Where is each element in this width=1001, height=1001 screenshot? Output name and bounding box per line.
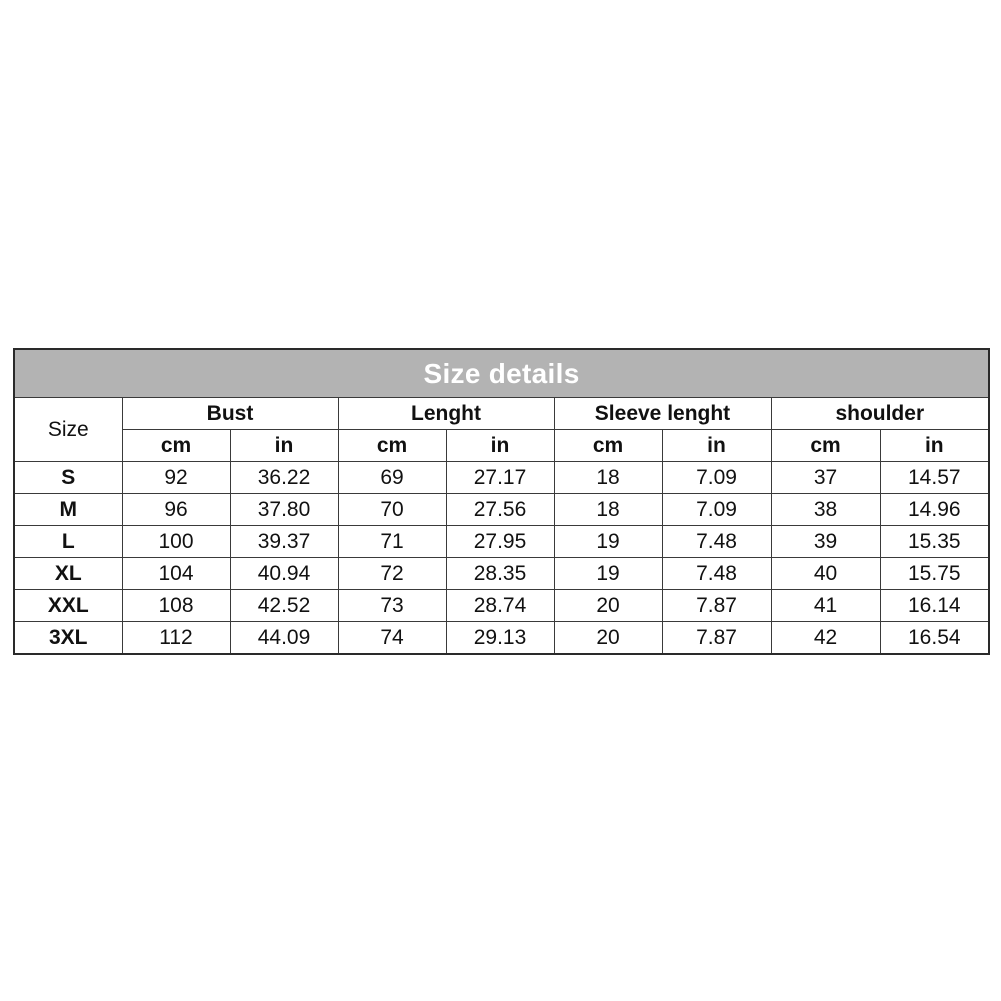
table-cell: 27.56	[446, 494, 554, 526]
table-cell: 14.57	[880, 462, 989, 494]
size-details-table-container	[13, 348, 988, 655]
table-cell: 29.13	[446, 622, 554, 655]
table-cell: 39	[771, 526, 880, 558]
table-cell: 38	[771, 494, 880, 526]
table-cell: 42	[771, 622, 880, 655]
unit-header: in	[662, 430, 771, 462]
table-cell: 39.37	[230, 526, 338, 558]
table-cell: 112	[122, 622, 230, 655]
table-cell: 7.48	[662, 526, 771, 558]
table-cell: 19	[554, 558, 662, 590]
group-header-row	[14, 398, 989, 430]
table-cell: 14.96	[880, 494, 989, 526]
table-cell: 27.17	[446, 462, 554, 494]
unit-header: cm	[771, 430, 880, 462]
table-cell: 20	[554, 590, 662, 622]
table-cell: 41	[771, 590, 880, 622]
size-label: L	[14, 526, 122, 558]
table-cell: 18	[554, 494, 662, 526]
size-details-table	[13, 348, 990, 655]
table-cell: 70	[338, 494, 446, 526]
table-cell: 15.35	[880, 526, 989, 558]
table-row	[14, 462, 989, 494]
unit-header: in	[230, 430, 338, 462]
table-cell: 16.54	[880, 622, 989, 655]
group-header-length: Lenght	[338, 398, 554, 430]
table-cell: 71	[338, 526, 446, 558]
table-cell: 108	[122, 590, 230, 622]
table-row	[14, 558, 989, 590]
unit-header: cm	[122, 430, 230, 462]
table-row	[14, 622, 989, 655]
table-cell: 7.09	[662, 494, 771, 526]
table-cell: 36.22	[230, 462, 338, 494]
table-cell: 18	[554, 462, 662, 494]
table-cell: 16.14	[880, 590, 989, 622]
group-header-shoulder: shoulder	[771, 398, 989, 430]
table-cell: 69	[338, 462, 446, 494]
table-row	[14, 526, 989, 558]
table-cell: 96	[122, 494, 230, 526]
table-cell: 40.94	[230, 558, 338, 590]
table-cell: 100	[122, 526, 230, 558]
table-cell: 42.52	[230, 590, 338, 622]
size-label: XXL	[14, 590, 122, 622]
table-cell: 15.75	[880, 558, 989, 590]
table-cell: 19	[554, 526, 662, 558]
unit-header: in	[446, 430, 554, 462]
table-cell: 28.35	[446, 558, 554, 590]
size-label: S	[14, 462, 122, 494]
table-row	[14, 494, 989, 526]
table-cell: 92	[122, 462, 230, 494]
unit-header: in	[880, 430, 989, 462]
table-cell: 44.09	[230, 622, 338, 655]
size-label: 3XL	[14, 622, 122, 655]
table-cell: 72	[338, 558, 446, 590]
table-title: Size details	[14, 349, 989, 398]
table-row	[14, 590, 989, 622]
size-label: M	[14, 494, 122, 526]
table-cell: 28.74	[446, 590, 554, 622]
title-row	[14, 349, 989, 398]
table-cell: 73	[338, 590, 446, 622]
unit-header-row	[14, 430, 989, 462]
table-cell: 37	[771, 462, 880, 494]
table-cell: 7.87	[662, 590, 771, 622]
table-cell: 74	[338, 622, 446, 655]
table-cell: 20	[554, 622, 662, 655]
table-cell: 7.48	[662, 558, 771, 590]
unit-header: cm	[338, 430, 446, 462]
table-cell: 37.80	[230, 494, 338, 526]
table-cell: 7.87	[662, 622, 771, 655]
group-header-bust: Bust	[122, 398, 338, 430]
size-column-header: Size	[14, 398, 122, 462]
table-cell: 40	[771, 558, 880, 590]
unit-header: cm	[554, 430, 662, 462]
table-cell: 104	[122, 558, 230, 590]
group-header-sleeve-length: Sleeve lenght	[554, 398, 771, 430]
table-cell: 27.95	[446, 526, 554, 558]
size-label: XL	[14, 558, 122, 590]
table-cell: 7.09	[662, 462, 771, 494]
